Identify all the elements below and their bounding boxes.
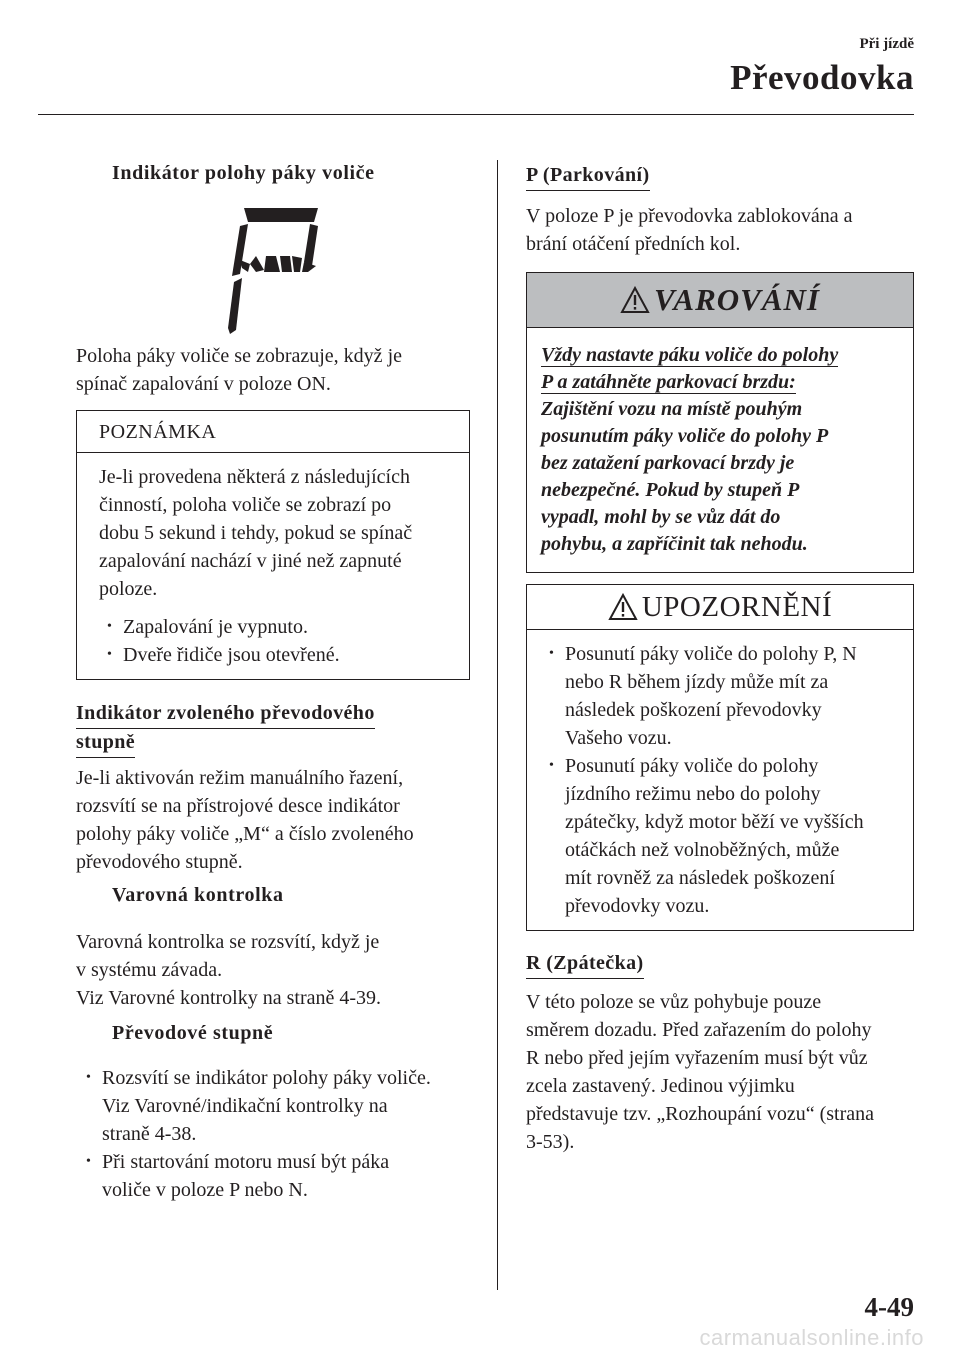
list-item: • Posunutí páky voliče do polohy P, N nebo R během jízdy může mít za následek poškození převodovky Vašeho vozu.	[541, 640, 895, 752]
gear-p-indicator-icon	[226, 200, 326, 334]
section-label: Při jízdě	[859, 36, 914, 52]
heading-park: P (Parkování)	[526, 162, 921, 191]
subheading-warning-light: Varovná kontrolka	[112, 884, 284, 906]
paragraph-park: V poloze P je převodovka zablokována a brání otáčení předních kol.	[526, 205, 853, 255]
warning-triangle-icon	[620, 286, 650, 314]
paragraph-position-shown: Poloha páky voliče se zobrazuje, když je spínač zapalování v poloze ON.	[76, 345, 402, 395]
list-item: • Posunutí páky voliče do polohy jízdního režimu nebo do polohy zpátečky, když motor běží ve vyšších otáčkách než volnoběžných, může mít rovněž za následek poškození převodovky vozu.	[541, 752, 895, 920]
caution-title: UPOZORNĚNÍ	[641, 590, 833, 623]
header-rule	[38, 114, 914, 115]
list-item: • Zapalování je vypnuto.	[99, 613, 447, 641]
note-box: POZNÁMKA Je-li provedena některá z následujících činností, poloha voliče se zobrazí po dobu 5 sekund i tehdy, pokud se spínač zapalování nachází v jiné než zapnuté poloze. • Zapalování je vypnuto. • Dveře řidiče jsou otevřené.	[76, 410, 470, 680]
caution-box	[526, 584, 914, 931]
paragraph-reverse: V této poloze se vůz pohybuje pouze směrem dozadu. Před zařazením do polohy R nebo před jejím vyřazením musí být vůz zcela zastavený. Jedinou výjimku představuje tzv. „Rozhoupání vozu“ (strana 3-53).	[526, 991, 875, 1153]
warning-header	[527, 273, 913, 328]
watermark: carmanualsonline.info	[699, 1325, 924, 1350]
column-divider	[497, 160, 498, 1290]
heading-selected-gear: Indikátor zvoleného převodového stupně	[76, 700, 476, 758]
warning-box: VAROVÁNÍ Vždy nastavte páku voliče do polohy P a zatáhněte parkovací brzdu: Zajištění vozu na místě pouhým posunutím páky voliče do polohy P bez zatažení parkovací brzdy je nebezpečné. Pokud by stupeň P vypadl, mohl by se vůz dát do pohybu, a zapříčinit tak nehodu.	[526, 272, 914, 573]
page-number: 4-49	[864, 1292, 914, 1322]
subheading-selector-indicator: Indikátor polohy páky voliče	[112, 162, 375, 184]
paragraph-warning-light: Varovná kontrolka se rozsvítí, když je v systému závada. Viz Varovné kontrolky na straně 4-39.	[76, 931, 382, 1009]
list-item: • Při startování motoru musí být páka voliče v poloze P nebo N.	[78, 1148, 478, 1204]
list-item: • Rozsvítí se indikátor polohy páky voliče. Viz Varovné/indikační kontrolky na straně 4-38.	[78, 1064, 478, 1148]
warning-triangle-icon	[608, 593, 638, 621]
subheading-gear-positions: Převodové stupně	[112, 1022, 274, 1044]
gear-positions-list	[78, 1064, 478, 1204]
paragraph-manual-mode: Je-li aktivován režim manuálního řazení, rozsvítí se na přístrojové desce indikátor polohy páky voliče „M“ a číslo zvoleného převodového stupně.	[76, 767, 414, 873]
note-title: POZNÁMKA	[77, 411, 469, 453]
caution-header	[527, 585, 913, 630]
list-item: • Dveře řidiče jsou otevřené.	[99, 641, 447, 669]
page-title: Převodovka	[730, 58, 914, 97]
warning-title: VAROVÁNÍ	[654, 282, 820, 317]
heading-reverse: R (Zpátečka)	[526, 950, 921, 979]
